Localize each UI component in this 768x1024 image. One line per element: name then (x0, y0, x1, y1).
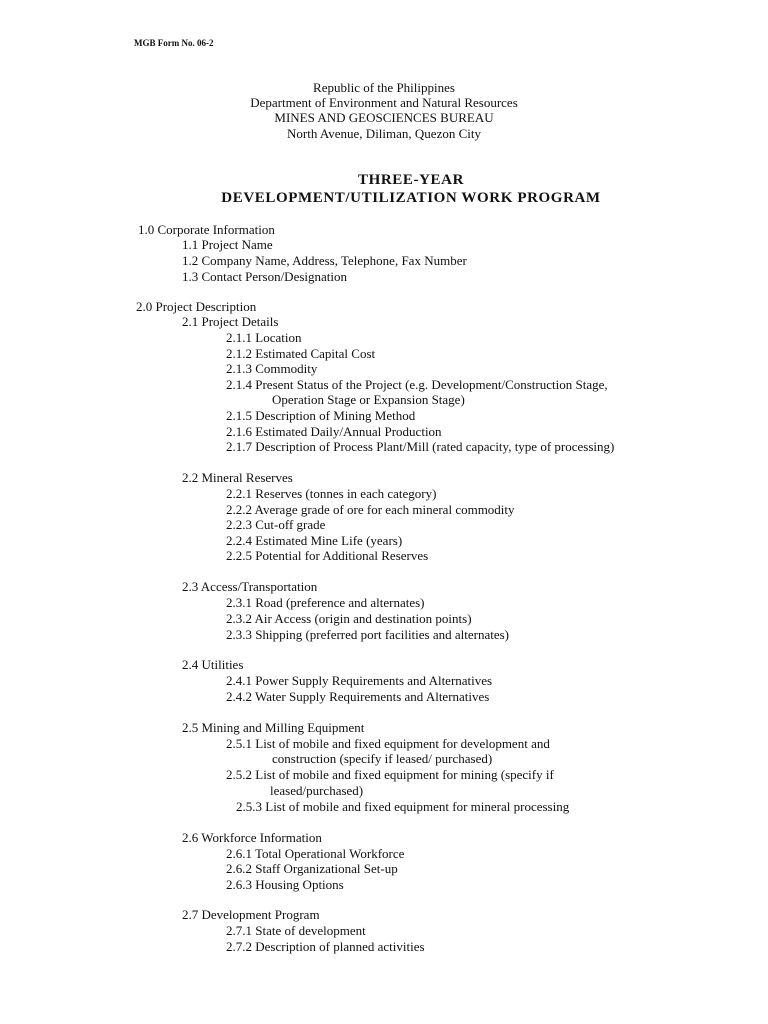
item-2-4-1: 2.4.1 Power Supply Requirements and Alternatives (226, 673, 493, 688)
item-1-3: 1.3 Contact Person/Designation (182, 269, 348, 284)
item-2-5-3: 2.5.3 List of mobile and fixed equipment for mineral processing (236, 799, 570, 814)
section-1-0: 1.0 Corporate Information (138, 222, 275, 237)
item-2-5-1-continued: construction (specify if leased/ purchased) (272, 751, 493, 766)
section-2-0: 2.0 Project Description (136, 299, 257, 314)
item-2-1-2: 2.1.2 Estimated Capital Cost (226, 346, 376, 361)
item-2-7: 2.7 Development Program (182, 907, 320, 922)
item-2-2-3: 2.2.3 Cut-off grade (226, 517, 326, 532)
item-2-5-2-continued: leased/purchased) (270, 783, 364, 798)
item-2-1-4-continued: Operation Stage or Expansion Stage) (272, 392, 465, 407)
item-2-2-2: 2.2.2 Average grade of ore for each mineral commodity (226, 502, 515, 517)
item-2-1: 2.1 Project Details (182, 314, 279, 329)
item-2-3-3: 2.3.3 Shipping (preferred port facilities and alternates) (226, 627, 510, 642)
item-2-6-1: 2.6.1 Total Operational Workforce (226, 846, 405, 861)
item-2-1-4: 2.1.4 Present Status of the Project (e.g. Development/Construction Stage, (226, 377, 608, 392)
item-2-2-1: 2.2.1 Reserves (tonnes in each category) (226, 486, 437, 501)
title-line-1: THREE-YEAR (357, 172, 464, 188)
item-2-1-1: 2.1.1 Location (226, 330, 302, 345)
item-2-2-4: 2.2.4 Estimated Mine Life (years) (226, 533, 403, 548)
item-2-6: 2.6 Workforce Information (182, 830, 322, 845)
header-address: North Avenue, Diliman, Quezon City (286, 126, 481, 141)
item-2-5-1: 2.5.1 List of mobile and fixed equipment for development and (226, 736, 550, 751)
item-2-4-2: 2.4.2 Water Supply Requirements and Alternatives (226, 689, 490, 704)
item-2-7-1: 2.7.1 State of development (226, 923, 366, 938)
form-number: MGB Form No. 06-2 (134, 38, 214, 48)
item-2-2-5: 2.2.5 Potential for Additional Reserves (226, 548, 429, 563)
item-2-2: 2.2 Mineral Reserves (182, 470, 293, 485)
item-2-3: 2.3 Access/Transportation (182, 579, 318, 594)
header-republic: Republic of the Philippines (313, 80, 455, 95)
item-2-1-5: 2.1.5 Description of Mining Method (226, 408, 416, 423)
item-2-1-6: 2.1.6 Estimated Daily/Annual Production (226, 424, 442, 439)
item-2-5-2: 2.5.2 List of mobile and fixed equipment for mining (specify if (226, 767, 554, 782)
item-2-3-2: 2.3.2 Air Access (origin and destination points) (226, 611, 472, 626)
item-2-6-3: 2.6.3 Housing Options (226, 877, 344, 892)
item-2-6-2: 2.6.2 Staff Organizational Set-up (226, 861, 398, 876)
item-2-3-1: 2.3.1 Road (preference and alternates) (226, 595, 425, 610)
item-1-2: 1.2 Company Name, Address, Telephone, Fax Number (182, 253, 467, 268)
item-2-4: 2.4 Utilities (182, 657, 244, 672)
item-2-1-7: 2.1.7 Description of Process Plant/Mill (rated capacity, type of processing) (226, 439, 615, 454)
header-department: Department of Environment and Natural Resources (250, 95, 518, 110)
item-2-5: 2.5 Mining and Milling Equipment (182, 720, 365, 735)
title-line-2: DEVELOPMENT/UTILIZATION WORK PROGRAM (221, 190, 601, 206)
item-2-1-3: 2.1.3 Commodity (226, 361, 318, 376)
header-bureau: MINES AND GEOSCIENCES BUREAU (274, 110, 494, 125)
item-1-1: 1.1 Project Name (182, 237, 273, 252)
item-2-7-2: 2.7.2 Description of planned activities (226, 939, 425, 954)
